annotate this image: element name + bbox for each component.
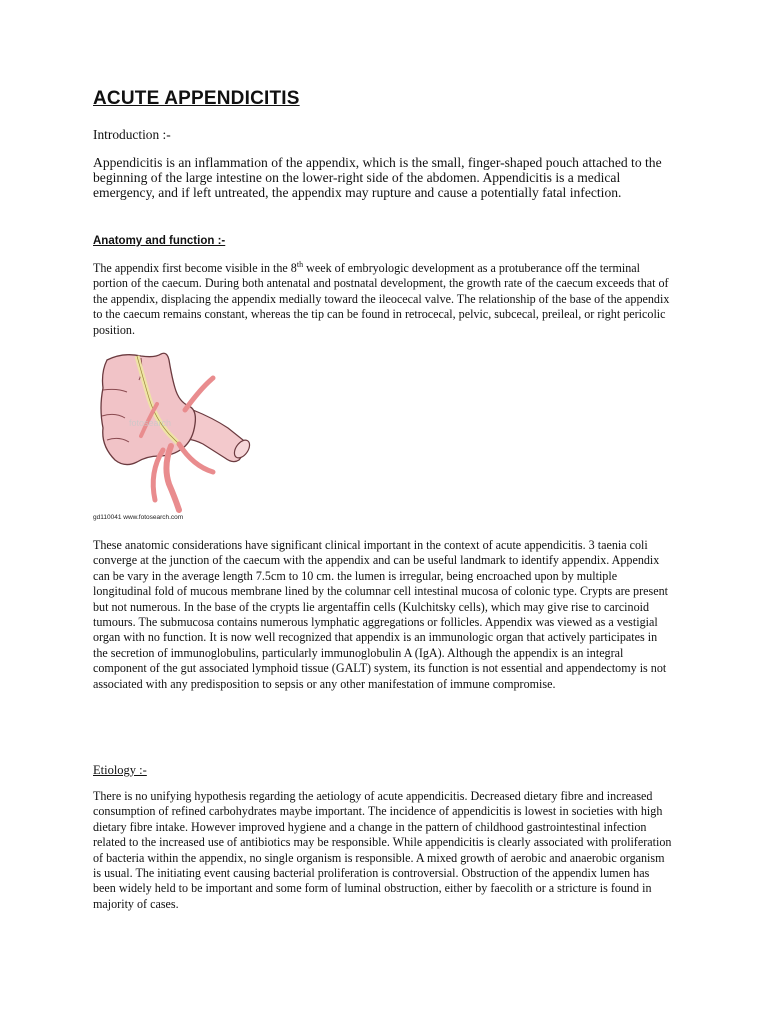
anatomy-paragraph-2: These anatomic considerations have significant clinical important in the context of acute appendicitis. 3 taenia coli converge at the junction of the caecum with the appendix and can be useful landmark to identify appendix. Appendix can be vary in the average length 7.5cm to 10 cm. the lumen is irregular, being encroached upon by multiple longitudinal fold of mucous membrane lined by the columnar cell intestinal mucosa of colonic type. Crypts are present but not numerous. In the base of the crypts lie argentaffin cells (Kulchitsky cells), which may give rise to carcinoid tumours. The submucosa contains numerous lymphatic aggregations or follicles. Appendix was viewed as a vestigial organ with no function. It is now well recognized that appendix is an immunologic organ that actively participates in the secretion of immunoglobulins, particularly immunoglobulin A (IgA). Although the appendix is an integral component of the gut associated lymphoid tissue (GALT) system, its function is not essential and appendectomy is not associated with any predisposition to sepsis or any other manifestation of immune compromise. [93, 538, 668, 691]
anatomy-paragraph-1 [93, 261, 673, 338]
caecum-appendix-drawing [93, 348, 255, 518]
vessel-branch [185, 378, 213, 410]
appendix-illustration [93, 348, 255, 528]
etiology-heading: Etiology :- [93, 763, 147, 777]
ordinal-superscript: th [296, 259, 304, 269]
introduction-label: Introduction :- [93, 127, 171, 142]
figure-watermark: fotosearch [129, 418, 172, 428]
figure-caption: gd110041 www.fotosearch.com [93, 514, 184, 521]
appendix-shape [166, 446, 179, 510]
anatomy-heading: Anatomy and function :- [93, 235, 226, 247]
anatomy-text-end: week of embryologic development as a protuberance off the terminal portion of the caecum. During both antenatal and postnatal development, the growth rate of the caecum exceeds that of the appendix, displacing the appendix medially toward the ileocecal valve. The relationship of the base of the appendix to the caecum remains constant, whereas the tip can be found in retrocecal, pelvic, subcecal, preileal, or right pericolic position. [93, 261, 670, 337]
introduction-paragraph: Appendicitis is an inflammation of the appendix, which is the small, finger-shaped pouch attached to the beginning of the large intestine on the lower-right side of the abdomen. Appendicitis is a medical emergency, and if left untreated, the appendix may rupture and cause a potentially fatal infection. [93, 155, 662, 200]
vessel-branch [153, 450, 163, 500]
document-title: ACUTE APPENDICITIS [93, 88, 300, 109]
etiology-paragraph: There is no unifying hypothesis regarding the aetiology of acute appendicitis. Decreased dietary fibre and increased consumption of refined carbohydrates maybe important. The incidence of appendicitis is lowest in societies with high dietary fibre intake. However improved hygiene and a change in the pattern of childhood gastrointestinal infection related to the increased use of antibiotics may be responsible. While appendicitis is clearly associated with proliferation of bacteria within the appendix, no single organism is responsible. A mixed growth of aerobic and anaerobic organism is usual. The initiating event causing bacterial proliferation is controversial. Obstruction of the appendix lumen has been widely held to be important and some form of luminal obstruction, either by faecolith or a stricture is found in majority of cases. [93, 789, 672, 911]
anatomy-text-start: The appendix first become visible in the 8 [93, 261, 297, 275]
vessel-branch [179, 444, 213, 472]
